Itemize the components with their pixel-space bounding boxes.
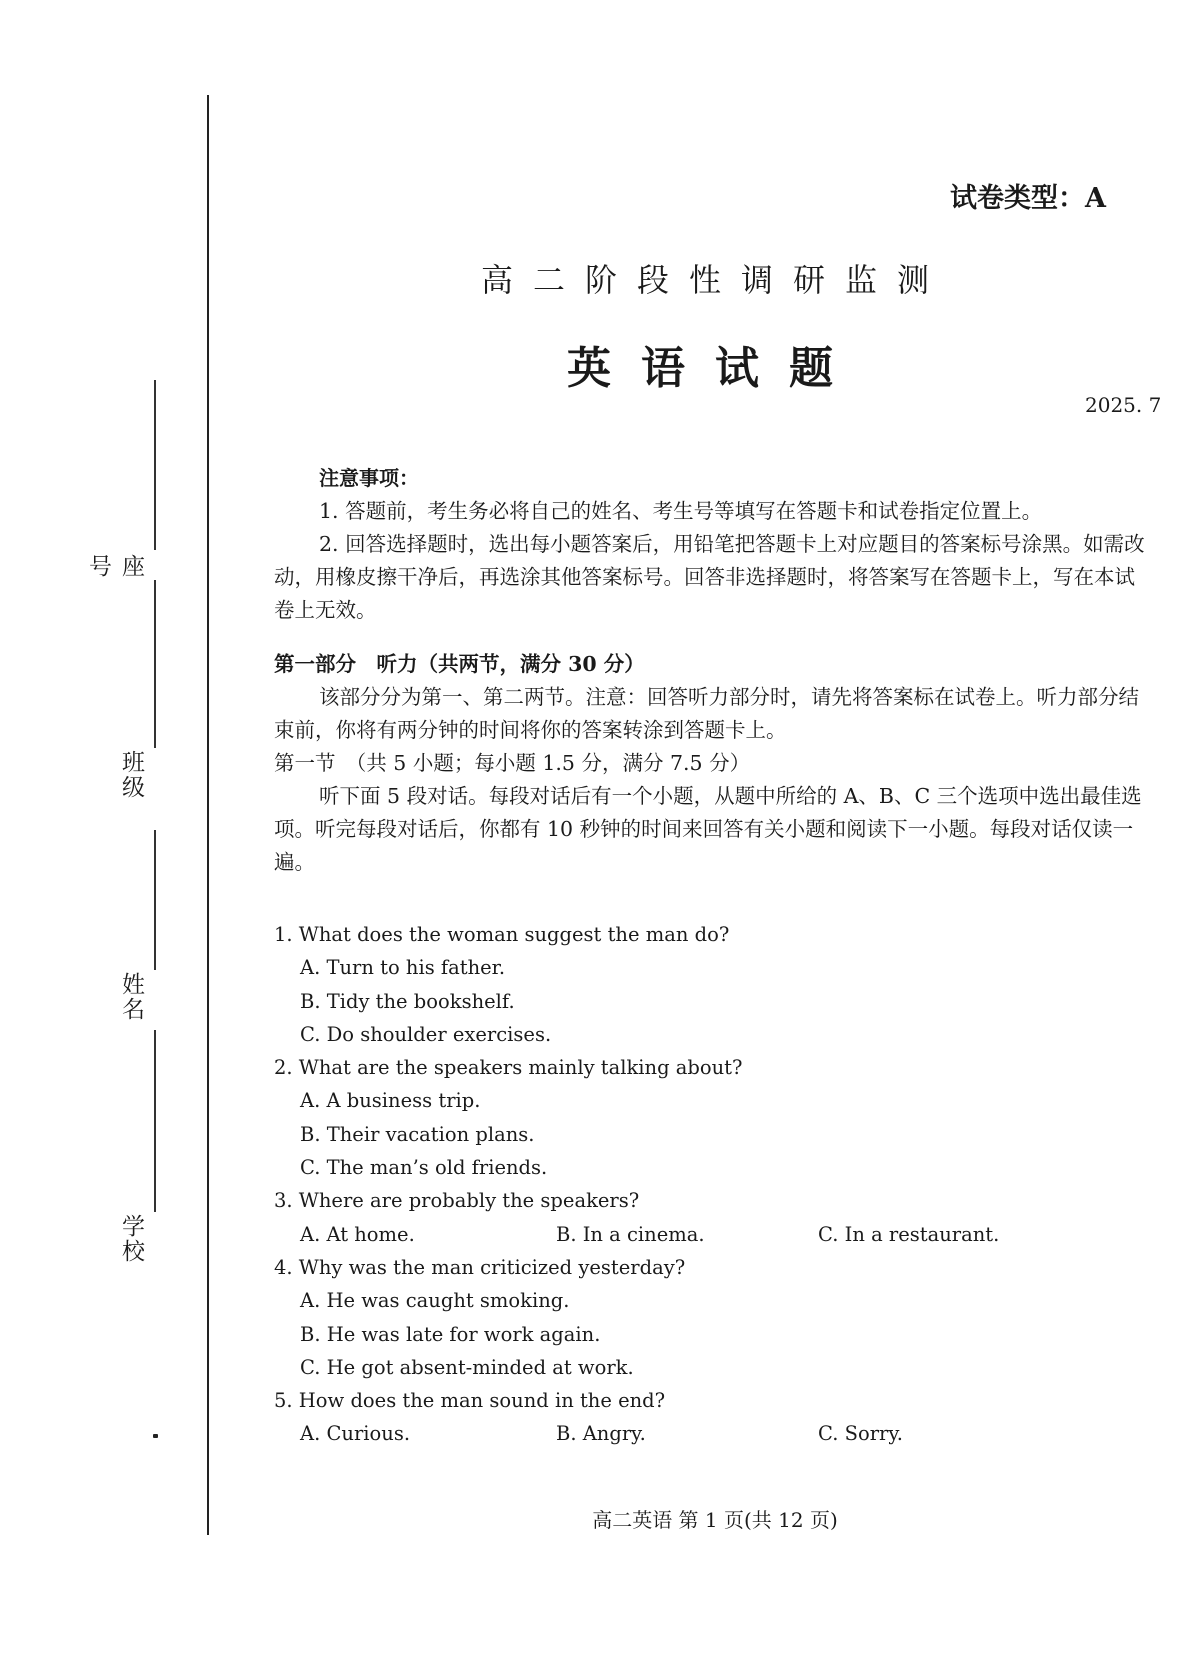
school-field	[108, 1030, 178, 1290]
option-b: B. He was late for work again.	[300, 1322, 601, 1346]
name-blank-line[interactable]	[154, 830, 156, 970]
notice-item: 1. 答题前，考生务必将自己的姓名、考生号等填写在答题卡和试卷指定位置上。	[319, 499, 1043, 523]
question-item	[274, 918, 1154, 1051]
class-label: 班级	[118, 750, 144, 800]
option-a: A. At home.	[300, 1222, 415, 1246]
seat-field	[85, 380, 178, 580]
option-row	[274, 1417, 1154, 1450]
school-blank-line[interactable]	[154, 1030, 156, 1212]
exam-title: 高二阶段性调研监测	[480, 261, 949, 299]
paper-type: 试卷类型：A	[950, 183, 1106, 214]
seat-blank-line[interactable]	[154, 380, 156, 550]
name-label: 姓名	[118, 972, 144, 1022]
option-b: B. In a cinema.	[556, 1222, 705, 1246]
option-a: A. He was caught smoking.	[300, 1289, 570, 1313]
option-a: A. Turn to his father.	[300, 956, 506, 980]
exam-date: 2025. 7	[1085, 393, 1162, 417]
notice-section	[274, 462, 1154, 627]
question-item	[274, 1051, 1154, 1184]
part-one-section	[274, 648, 1154, 879]
question-stem: 3. Where are probably the speakers?	[274, 1189, 640, 1213]
option-c: C. He got absent-minded at work.	[300, 1355, 634, 1379]
binding-line	[207, 95, 209, 1535]
question-stem: 1. What does the woman suggest the man do?	[274, 923, 730, 946]
option-b: B. Their vacation plans.	[300, 1122, 535, 1146]
part-one-intro: 该部分分为第一、第二两节。注意：回答听力部分时，请先将答案标在试卷上。听力部分结束前，你将有两分钟的时间将你的答案转涂到答题卡上。	[274, 685, 1139, 742]
section-one-intro: 听下面 5 段对话。每段对话后有一个小题，从题中所给的 A、B、C 三个选项中选出最佳选项。听完每段对话后，你都有 10 秒钟的时间来回答有关小题和阅读下一小题。每段对话仅读一遍。	[274, 784, 1142, 874]
margin-dot	[153, 1434, 158, 1438]
question-item	[274, 1384, 1154, 1451]
school-label: 学校	[118, 1214, 144, 1264]
question-stem: 4. Why was the man criticized yesterday?	[274, 1255, 686, 1279]
option-c: C. The man’s old friends.	[300, 1156, 548, 1180]
option-c: C. In a restaurant.	[818, 1222, 1000, 1246]
option-b: B. Angry.	[556, 1422, 646, 1446]
option-c: C. Sorry.	[818, 1422, 903, 1446]
part-one-heading: 第一部分 听力（共两节，满分 30 分）	[274, 652, 645, 676]
notice-title: 注意事项：	[319, 466, 419, 490]
subject-title: 英语试题	[567, 343, 863, 394]
question-item	[274, 1184, 1154, 1251]
question-stem: 2. What are the speakers mainly talking about?	[274, 1056, 743, 1080]
name-field	[108, 830, 178, 1030]
option-a: A. A business trip.	[300, 1089, 481, 1113]
seat-label: 座号	[85, 553, 144, 579]
class-blank-line[interactable]	[154, 580, 156, 748]
option-b: B. Tidy the bookshelf.	[300, 989, 515, 1013]
notice-item: 2. 回答选择题时，选出每小题答案后，用铅笔把答题卡上对应题目的答案标号涂黑。如需改动，用橡皮擦干净后，再选涂其他答案标号。回答非选择题时，将答案写在答题卡上，写在本试卷上无效。	[274, 532, 1145, 622]
option-c: C. Do shoulder exercises.	[300, 1022, 552, 1046]
option-a: A. Curious.	[300, 1422, 411, 1446]
page-footer: 高二英语 第 1 页(共 12 页)	[592, 1508, 838, 1532]
question-stem: 5. How does the man sound in the end?	[274, 1389, 666, 1413]
question-item	[274, 1251, 1154, 1384]
question-list	[274, 918, 1154, 1451]
option-row	[274, 1218, 1154, 1251]
section-one-heading: 第一节 （共 5 小题；每小题 1.5 分，满分 7.5 分）	[274, 751, 751, 775]
class-field	[108, 580, 178, 830]
